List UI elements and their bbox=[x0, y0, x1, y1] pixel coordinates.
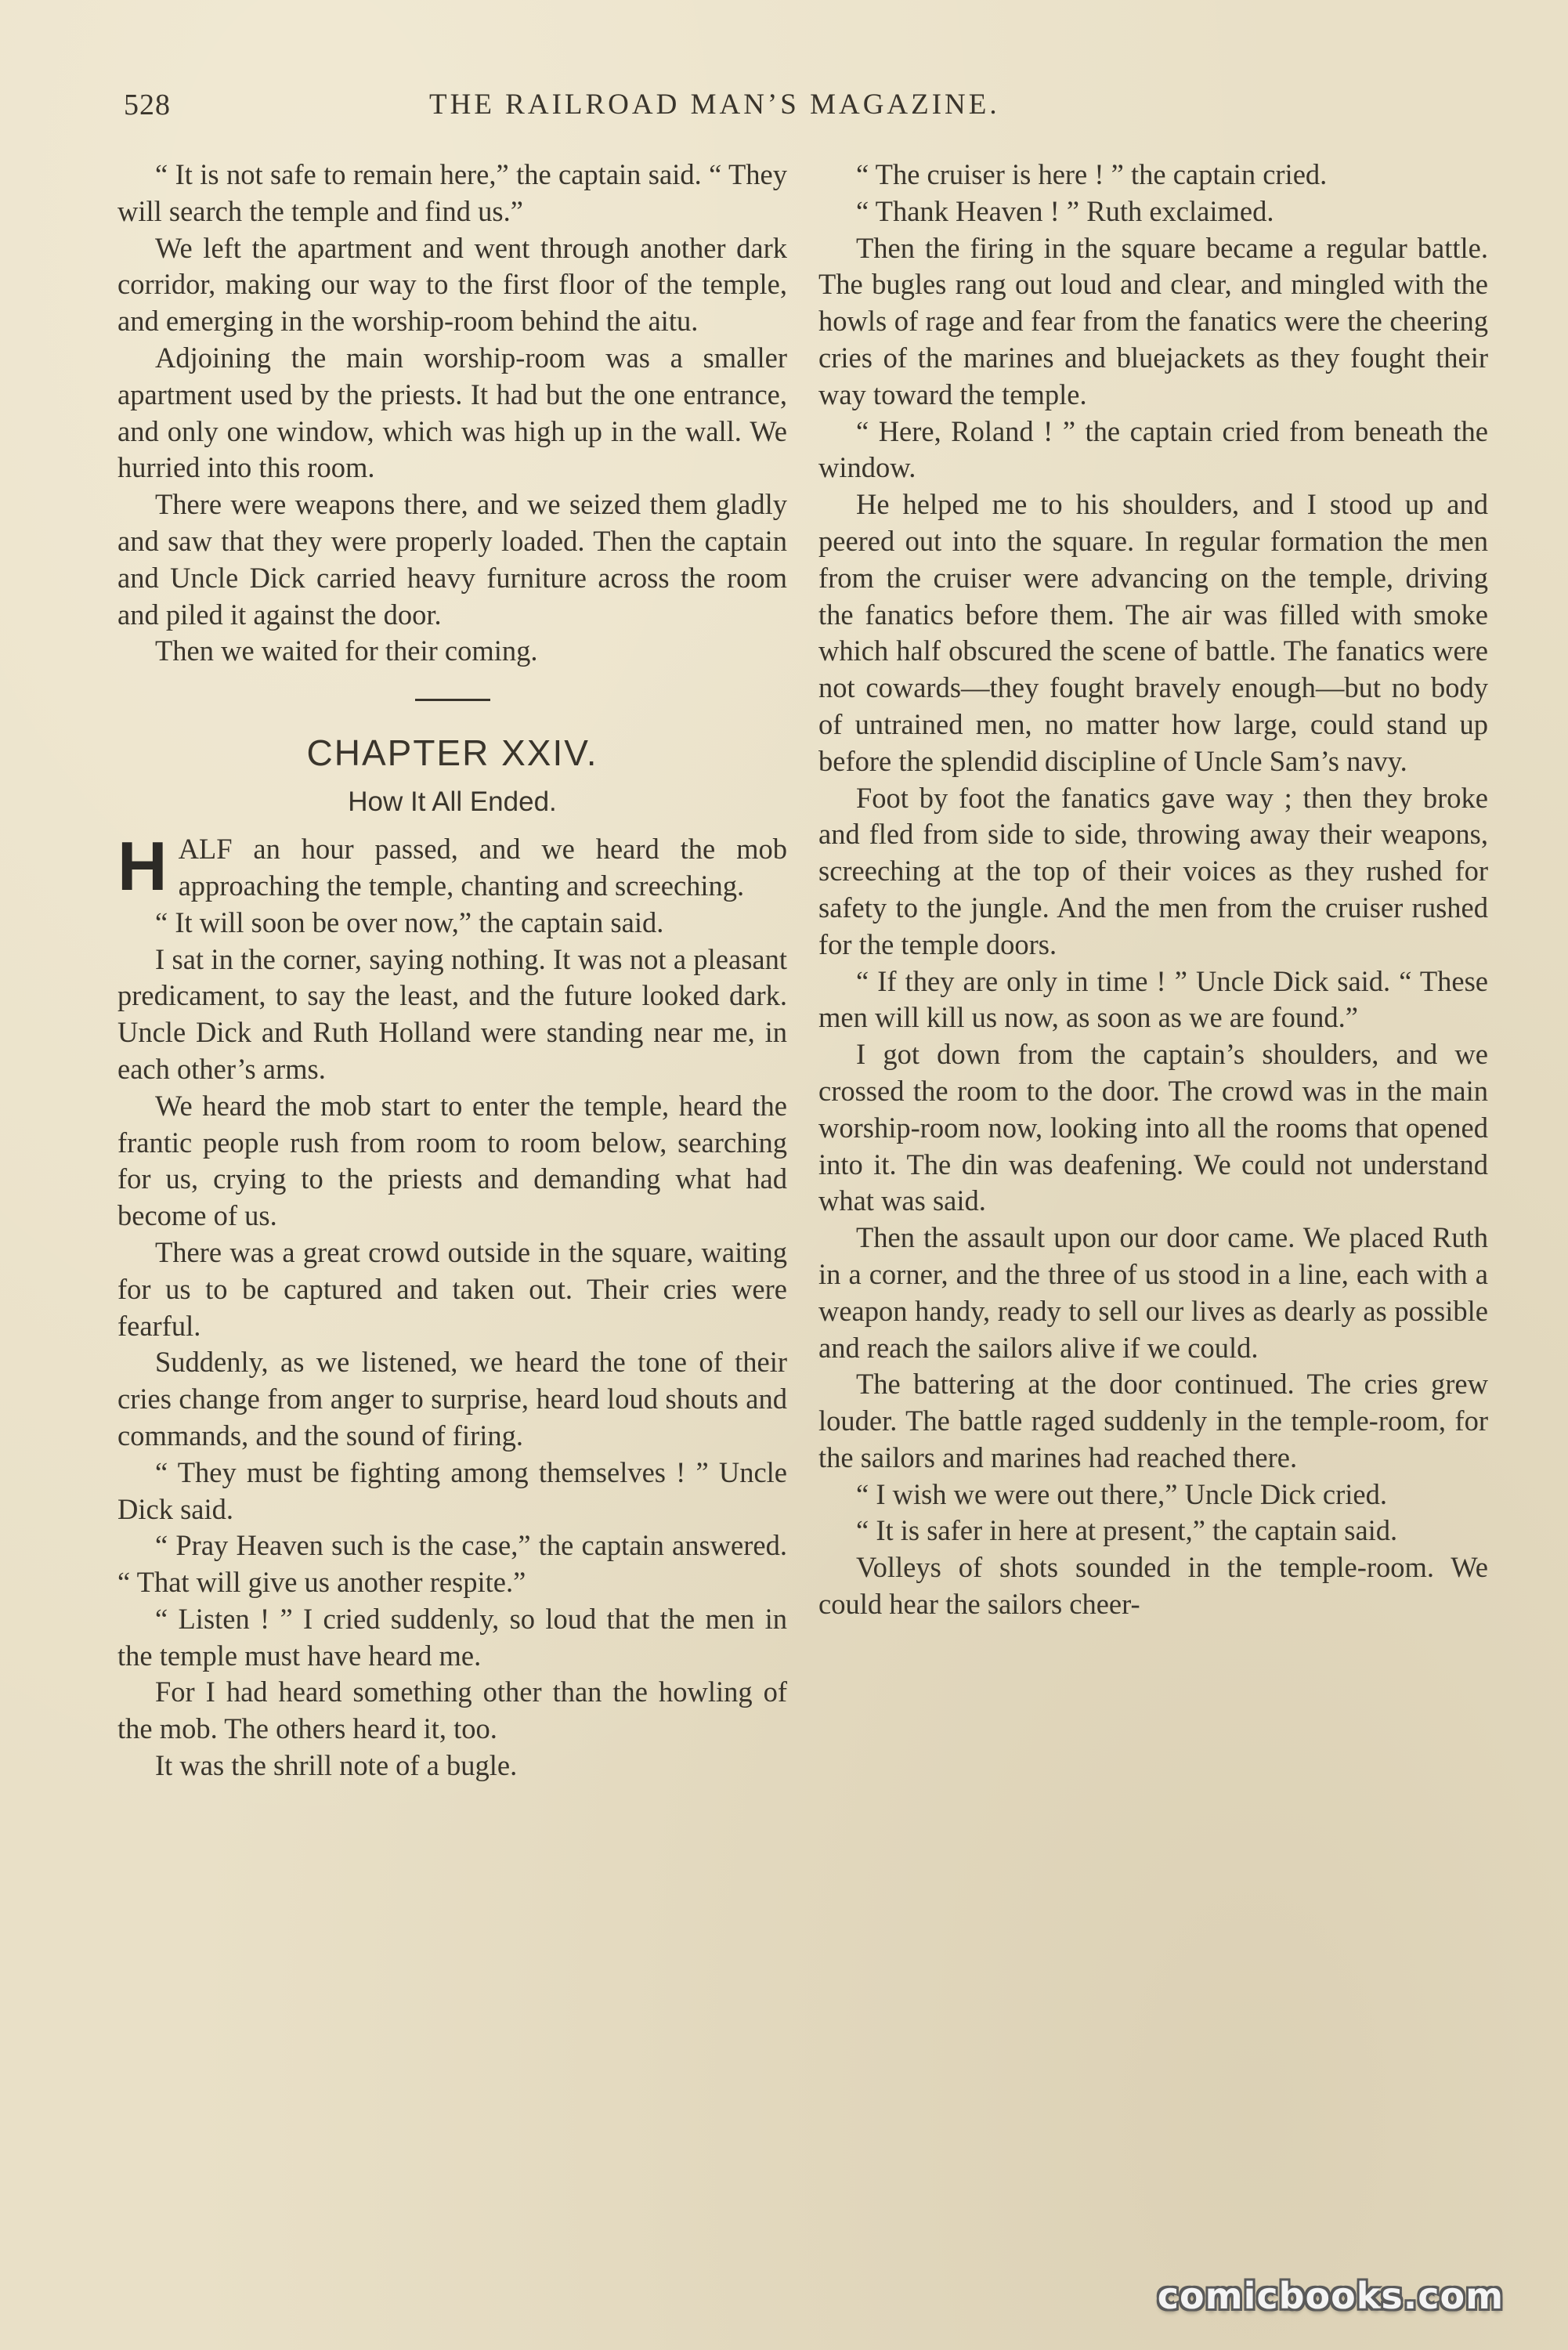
page-header bbox=[124, 88, 1483, 135]
right-column bbox=[818, 157, 1488, 1623]
chapter-subtitle: How It All Ended. bbox=[348, 786, 557, 818]
paragraph: I sat in the corner, saying nothing. It was not a pleasant predicament, to say the least, and the future looked dark. Uncle Dick and Ruth Holland were standing near me, in each other’s arms. bbox=[117, 942, 787, 1085]
paragraph: “ It is safer in here at present,” the captain said. bbox=[856, 1514, 1398, 1547]
paragraph: “ Pray Heaven such is the case,” the captain answered. “ That will give us another respite.” bbox=[117, 1529, 787, 1599]
drop-cap-letter: H bbox=[117, 827, 168, 906]
paragraph: We left the apartment and went through another dark corridor, making our way to the first floor of the temple, and emerging in the worship-room behind the aitu. bbox=[117, 231, 787, 338]
chapter-heading: CHAPTER XXIV. bbox=[306, 732, 598, 774]
dropcap-paragraph bbox=[117, 827, 787, 906]
paragraph: The battering at the door continued. The cries grew louder. The battle raged suddenly in the temple-room, for the sailors and marines had reached there. bbox=[818, 1368, 1488, 1473]
paragraph: For I had heard something other than the howling of the mob. The others heard it, too. bbox=[117, 1676, 787, 1745]
paragraph: Foot by foot the fanatics gave way ; then they broke and fled from side to side, throwing away their weapons, screeching at the top of their voices as they rushed for safety to the jungle. And the men from the cruiser rushed for the temple doors. bbox=[818, 781, 1488, 960]
paragraph: Suddenly, as we listened, we heard the tone of their cries change from anger to surprise, heard loud shouts and commands, and the sound of firing. bbox=[117, 1346, 787, 1452]
paragraph: “ Thank Heaven ! ” Ruth exclaimed. bbox=[856, 194, 1274, 227]
left-paragraphs-after bbox=[117, 905, 787, 1784]
paragraph: “ I wish we were out there,” Uncle Dick cried. bbox=[856, 1477, 1387, 1510]
page-number: 528 bbox=[124, 89, 171, 121]
paragraph: “ They must be fighting among themselves ! ” Uncle Dick said. bbox=[117, 1455, 787, 1525]
paragraph: Then the firing in the square became a regular battle. The bugles rang out loud and clear, and mingled with the howls of rage and fear from the fanatics were the cheering cries of the marines and bluejackets as they fought their way toward the temple. bbox=[818, 231, 1488, 410]
dropcap-paragraph-text: ALF an hour passed, and we heard the mob approaching the temple, chanting and screeching. bbox=[178, 833, 787, 902]
section-divider bbox=[415, 699, 490, 701]
paragraph: “ The cruiser is here ! ” the captain cried. bbox=[856, 158, 1328, 190]
paragraph: It was the shrill note of a bugle. bbox=[155, 1749, 518, 1782]
paragraph: Volleys of shots sounded in the temple-room. We could hear the sailors cheer- bbox=[818, 1551, 1488, 1621]
paragraph: “ It is not safe to remain here,” the captain said. “ They will search the temple and find us.” bbox=[117, 158, 787, 227]
paragraph: He helped me to his shoulders, and I stood up and peered out into the square. In regular formation the men from the cruiser were advancing on the temple, driving the fanatics before them. The air was filled with smoke which half obscured the scene of battle. The fanatics were not cowards—they fought bravely enough—but no body of untrained men, no matter how large, could stand up before the splendid discipline of Uncle Sam’s navy. bbox=[818, 488, 1488, 777]
site-watermark: comicbooks.com bbox=[1157, 2275, 1504, 2317]
left-paragraphs-before bbox=[117, 157, 787, 670]
left-column bbox=[117, 157, 787, 1784]
paragraph: Then we waited for their coming. bbox=[155, 634, 538, 667]
running-title: THE RAILROAD MAN’S MAGAZINE. bbox=[429, 89, 1000, 121]
paragraph: We heard the mob start to enter the temple, heard the frantic people rush from room to room below, searching for us, crying to the priests and demanding what had become of us. bbox=[117, 1089, 787, 1232]
paragraph: There was a great crowd outside in the square, waiting for us to be captured and taken out. Their cries were fearful. bbox=[117, 1235, 787, 1342]
paragraph: “ It will soon be over now,” the captain said. bbox=[155, 906, 664, 938]
paragraph: Adjoining the main worship-room was a smaller apartment used by the priests. It had but the one entrance, and only one window, which was high up in the wall. We hurried into this room. bbox=[117, 341, 787, 484]
paragraph: There were weapons there, and we seized them gladly and saw that they were properly loaded. Then the captain and Uncle Dick carried heavy furniture across the room and piled it against the door. bbox=[117, 488, 787, 631]
paragraph: “ If they are only in time ! ” Uncle Dick said. “ These men will kill us now, as soon as we are found.” bbox=[818, 964, 1488, 1034]
paragraph: I got down from the captain’s shoulders, and we crossed the room to the door. The crowd was in the main worship-room now, looking into all the rooms that opened into it. The din was deafening. We could not understand what was said. bbox=[818, 1038, 1488, 1217]
paragraph: “ Listen ! ” I cried suddenly, so loud that the men in the temple must have heard me. bbox=[117, 1602, 787, 1672]
paragraph: Then the assault upon our door came. We placed Ruth in a corner, and the three of us stood in a line, each with a weapon handy, ready to sell our lives as dearly as possible and reach the sailors alive if we could. bbox=[818, 1221, 1488, 1364]
paragraph: “ Here, Roland ! ” the captain cried from beneath the window. bbox=[818, 414, 1488, 484]
